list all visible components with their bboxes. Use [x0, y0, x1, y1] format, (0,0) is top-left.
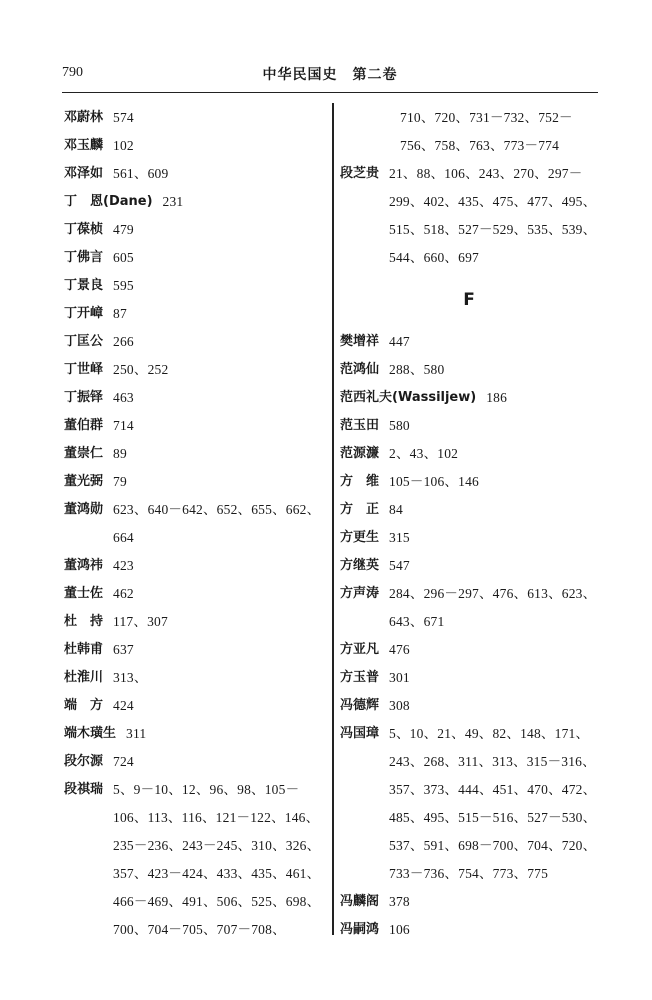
index-entry — [64, 300, 326, 328]
entry-pages: 89 — [113, 446, 127, 461]
entry-name: 端木璜生 — [64, 726, 117, 741]
entry-name: 邓蔚林 — [64, 110, 104, 125]
index-entry — [340, 440, 598, 468]
entry-pages: 724 — [113, 754, 134, 769]
entry-name: 丁佛言 — [64, 250, 104, 265]
entry-pages: 605 — [113, 250, 134, 265]
index-entry — [340, 636, 598, 664]
index-entry — [64, 356, 326, 384]
entry-pages: 378 — [389, 894, 410, 909]
entry-name: 方亚凡 — [340, 642, 380, 657]
index-entry — [64, 244, 326, 272]
entry-pages: 595 — [113, 278, 134, 293]
index-entry — [64, 216, 326, 244]
entry-name: 樊增祥 — [340, 334, 380, 349]
entry-name: 丁葆桢 — [64, 222, 104, 237]
entry-name: 方玉普 — [340, 670, 380, 685]
entry-name: 冯德辉 — [340, 698, 380, 713]
entry-pages: 476 — [389, 642, 410, 657]
entry-name: 丁匡公 — [64, 334, 104, 349]
index-entry — [64, 328, 326, 356]
entry-name: 董鸿祎 — [64, 558, 104, 573]
entry-name: 杜淮川 — [64, 670, 104, 685]
index-entry — [340, 664, 598, 692]
entry-name: 杜韩甫 — [64, 642, 104, 657]
index-entry — [64, 160, 326, 188]
index-entry — [64, 132, 326, 160]
index-entry — [340, 384, 598, 412]
index-entry — [340, 692, 598, 720]
index-entry — [64, 412, 326, 440]
entry-pages: 313、 — [113, 670, 148, 685]
index-entry — [340, 160, 598, 272]
entry-pages: 580 — [389, 418, 410, 433]
entry-name: 方更生 — [340, 530, 380, 545]
index-entry — [64, 692, 326, 720]
index-entry — [64, 188, 326, 216]
entry-pages: 186 — [486, 390, 508, 405]
index-entry — [64, 776, 326, 944]
index-entry — [64, 496, 326, 552]
entry-name: 方继英 — [340, 558, 380, 573]
entry-name: 范玉田 — [340, 418, 380, 433]
index-entry — [340, 356, 598, 384]
entry-name: 董伯群 — [64, 418, 104, 433]
entry-name: 段祺瑞 — [64, 782, 104, 797]
index-entry-continuation: 710、720、731－732、752－756、758、763、773－774 — [400, 110, 573, 153]
index-column-right — [340, 104, 598, 944]
entry-name: 方 维 — [340, 474, 380, 489]
entry-pages: 284、296－297、476、613、623、643、671 — [389, 586, 597, 629]
entry-pages: 231 — [162, 194, 184, 209]
index-entry — [340, 916, 598, 944]
entry-name: 董崇仁 — [64, 446, 104, 461]
index-entry — [64, 384, 326, 412]
entry-name: 范鸿仙 — [340, 362, 380, 377]
entry-name: 端 方 — [64, 698, 104, 713]
entry-name: 范西礼夫(Wassiljew) — [340, 390, 477, 405]
entry-pages: 266 — [113, 334, 134, 349]
entry-name: 段尔源 — [64, 754, 104, 769]
entry-pages: 479 — [113, 222, 134, 237]
entry-name: 邓玉麟 — [64, 138, 104, 153]
running-title: 中华民国史 第二卷 — [262, 67, 398, 83]
entry-name: 丁振铎 — [64, 390, 104, 405]
entry-pages: 315 — [389, 530, 410, 545]
entry-name: 方声涛 — [340, 586, 380, 601]
entry-name: 邓泽如 — [64, 166, 104, 181]
entry-name: 丁景良 — [64, 278, 104, 293]
entry-pages: 301 — [389, 670, 410, 685]
entry-pages: 424 — [113, 698, 134, 713]
entry-pages: 462 — [113, 586, 134, 601]
entry-name: 董鸿勋 — [64, 502, 104, 517]
index-entry — [340, 412, 598, 440]
column-divider — [332, 103, 334, 935]
index-entry — [64, 104, 326, 132]
entry-pages: 623、640－642、652、655、662、664 — [113, 502, 321, 545]
entry-name: 段芝贵 — [340, 166, 380, 181]
index-entry — [64, 664, 326, 692]
entry-name: 杜 持 — [64, 614, 104, 629]
entry-pages: 21、88、106、243、270、297－299、402、435、475、477、495、515、518、527－529、535、539、544、660、697 — [389, 166, 597, 265]
entry-name: 董士佐 — [64, 586, 104, 601]
section-letter-heading: F — [463, 290, 475, 310]
entry-name: 冯麟阁 — [340, 894, 380, 909]
entry-pages: 714 — [113, 418, 134, 433]
entry-pages: 311 — [126, 726, 147, 741]
entry-pages: 561、609 — [113, 166, 169, 181]
entry-name: 丁开嶂 — [64, 306, 104, 321]
entry-pages: 423 — [113, 558, 134, 573]
index-entry — [340, 552, 598, 580]
entry-name: 冯国璋 — [340, 726, 380, 741]
index-entry — [64, 748, 326, 776]
index-entry — [64, 608, 326, 636]
entry-name: 丁 恩(Dane) — [64, 194, 153, 209]
entry-name: 范源濂 — [340, 446, 380, 461]
index-entry — [64, 272, 326, 300]
entry-pages: 117、307 — [113, 614, 168, 629]
page-number: 790 — [62, 65, 83, 80]
index-entry — [64, 580, 326, 608]
entry-pages: 84 — [389, 502, 403, 517]
entry-pages: 102 — [113, 138, 134, 153]
entry-pages: 288、580 — [389, 362, 445, 377]
entry-pages: 547 — [389, 558, 410, 573]
index-entry — [340, 468, 598, 496]
index-entry — [340, 580, 598, 636]
entry-pages: 2、43、102 — [389, 446, 459, 461]
index-column-left — [64, 104, 326, 944]
entry-name: 董光弼 — [64, 474, 104, 489]
index-entry — [64, 636, 326, 664]
entry-pages: 106 — [389, 922, 410, 937]
entry-pages: 5、10、21、49、82、148、171、243、268、311、313、315－316、357、373、444、451、470、472、485、495、515－516、527－530、537、591、698－700、704、720、733－736、754、773、775 — [389, 726, 597, 881]
index-entry — [64, 440, 326, 468]
entry-pages: 447 — [389, 334, 410, 349]
entry-name: 方 正 — [340, 502, 380, 517]
index-entry — [64, 468, 326, 496]
entry-pages: 79 — [113, 474, 127, 489]
entry-pages: 87 — [113, 306, 127, 321]
entry-pages: 105－106、146 — [389, 474, 479, 489]
index-entry — [340, 496, 598, 524]
page-header — [62, 62, 598, 93]
entry-pages: 574 — [113, 110, 134, 125]
index-entry — [340, 888, 598, 916]
index-entry — [340, 720, 598, 888]
index-entry — [64, 552, 326, 580]
entry-pages: 250、252 — [113, 362, 169, 377]
entry-pages: 637 — [113, 642, 134, 657]
entry-pages: 5、9－10、12、96、98、105－106、113、116、121－122、146、235－236、243－245、310、326、357、423－424、433、435、461、466－469、491、506、525、698、700、704－705、707－708、 — [113, 782, 321, 937]
entry-name: 丁世峄 — [64, 362, 104, 377]
entry-pages: 308 — [389, 698, 410, 713]
entry-pages: 463 — [113, 390, 134, 405]
entry-name: 冯嗣鸿 — [340, 922, 380, 937]
index-entry — [340, 524, 598, 552]
index-entry — [340, 328, 598, 356]
index-entry — [64, 720, 326, 748]
